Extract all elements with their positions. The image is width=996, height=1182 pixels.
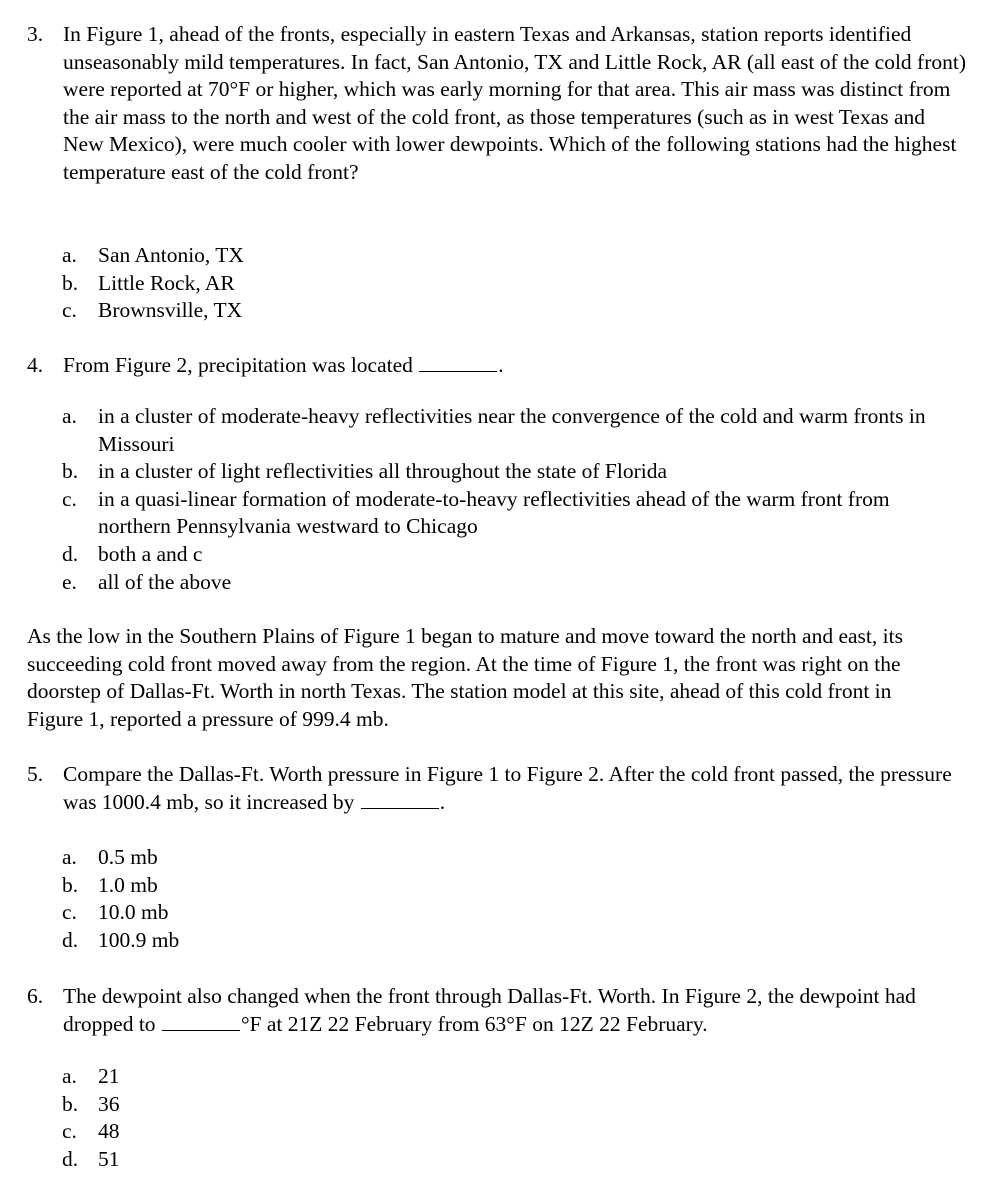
question-text xyxy=(63,983,967,1038)
question-3-options xyxy=(62,242,952,325)
option-d[interactable] xyxy=(62,927,952,955)
question-number: 5. xyxy=(27,762,44,786)
option-c[interactable] xyxy=(62,1118,952,1146)
question-text-end: . xyxy=(439,789,446,814)
option-a[interactable] xyxy=(62,844,952,872)
option-letter: e. xyxy=(62,569,77,594)
option-text: all of the above xyxy=(98,569,232,594)
question-text xyxy=(63,761,967,816)
question-text-start: The dewpoint also changed when the front through Dallas-Ft. Worth. In Figure 2, the dewpoint had dropped to xyxy=(63,984,916,1036)
answer-blank xyxy=(162,1012,240,1031)
option-letter: a. xyxy=(62,404,77,428)
option-text: both a and c xyxy=(98,541,203,566)
option-text: Little Rock, AR xyxy=(98,270,235,295)
question-text-end: . xyxy=(498,353,504,377)
option-text: San Antonio, TX xyxy=(98,243,244,267)
option-a[interactable] xyxy=(62,1063,952,1091)
option-b[interactable] xyxy=(62,872,952,900)
question-6-options xyxy=(62,1063,952,1173)
question-4 xyxy=(27,352,967,380)
option-text: in a cluster of moderate-heavy reflectivities near the convergence of the cold and warm fronts in Missouri xyxy=(98,404,926,456)
option-d[interactable] xyxy=(62,1146,952,1174)
option-letter: d. xyxy=(62,541,79,566)
option-c[interactable] xyxy=(62,297,952,325)
option-c[interactable] xyxy=(62,899,952,927)
option-text: Brownsville, TX xyxy=(98,298,243,323)
option-letter: d. xyxy=(62,1146,79,1171)
option-d[interactable] xyxy=(62,541,952,569)
option-letter: c. xyxy=(62,298,77,323)
question-text-start: From Figure 2, precipitation was located xyxy=(63,353,413,377)
option-letter: b. xyxy=(62,872,79,897)
question-number: 4. xyxy=(27,353,44,377)
option-letter: d. xyxy=(62,927,79,952)
option-letter: a. xyxy=(62,243,77,267)
option-letter: c. xyxy=(62,900,77,925)
question-number: 3. xyxy=(27,22,44,46)
option-c[interactable] xyxy=(62,486,952,541)
option-letter: b. xyxy=(62,1091,79,1116)
option-a[interactable] xyxy=(62,403,952,458)
option-e[interactable] xyxy=(62,569,952,597)
question-6 xyxy=(27,983,967,1038)
option-text: 48 xyxy=(98,1119,120,1144)
option-letter: a. xyxy=(62,845,77,869)
option-text: in a cluster of light reflectivities all throughout the state of Florida xyxy=(98,459,668,484)
option-letter: b. xyxy=(62,270,79,295)
option-b[interactable] xyxy=(62,270,952,298)
option-letter: a. xyxy=(62,1064,77,1088)
option-b[interactable] xyxy=(62,458,952,486)
question-5 xyxy=(27,761,967,816)
question-text: In Figure 1, ahead of the fronts, especially in eastern Texas and Arkansas, station reports identified unseasonably mild temperatures. In fact, San Antonio, TX and Little Rock, AR (all east of the cold front) were reported at 70°F or higher, which was early morning for that area. This air mass was distinct from the air mass to the north and west of the cold front, as those temperatures (such as in west Texas and New Mexico), were much cooler with lower dewpoints. Which of the following stations had the highest temperature east of the cold front? xyxy=(63,22,966,184)
question-text-end: °F at 21Z 22 February from 63°F on 12Z 22 February. xyxy=(240,1011,708,1036)
option-text: 51 xyxy=(98,1146,120,1171)
option-text: in a quasi-linear formation of moderate-to-heavy reflectivities ahead of the warm front from northern Pennsylvania westward to Chicago xyxy=(98,486,890,539)
option-letter: b. xyxy=(62,459,79,484)
answer-blank xyxy=(361,790,439,809)
question-4-options xyxy=(62,403,952,596)
option-text: 1.0 mb xyxy=(98,872,158,897)
option-text: 21 xyxy=(98,1064,120,1088)
question-number: 6. xyxy=(27,984,44,1008)
question-text xyxy=(63,352,967,380)
question-text-start: Compare the Dallas-Ft. Worth pressure in Figure 1 to Figure 2. After the cold front passed, the pressure was 1000.4 mb, so it increased by xyxy=(63,762,952,814)
option-text: 36 xyxy=(98,1091,120,1116)
option-text: 100.9 mb xyxy=(98,927,180,952)
question-3 xyxy=(27,21,967,187)
question-5-options xyxy=(62,844,952,954)
option-text: 10.0 mb xyxy=(98,900,169,925)
option-letter: c. xyxy=(62,1119,77,1144)
intro-paragraph: As the low in the Southern Plains of Figure 1 began to mature and move toward the north and east, its succeeding cold front moved away from the region. At the time of Figure 1, the front was right on the doorstep of Dallas-Ft. Worth in north Texas. The station model at this site, ahead of this cold front in Figure 1, reported a pressure of 999.4 mb. xyxy=(27,624,903,731)
option-b[interactable] xyxy=(62,1091,952,1119)
answer-blank xyxy=(419,353,497,372)
option-a[interactable] xyxy=(62,242,952,270)
option-letter: c. xyxy=(62,486,77,511)
option-text: 0.5 mb xyxy=(98,845,158,869)
